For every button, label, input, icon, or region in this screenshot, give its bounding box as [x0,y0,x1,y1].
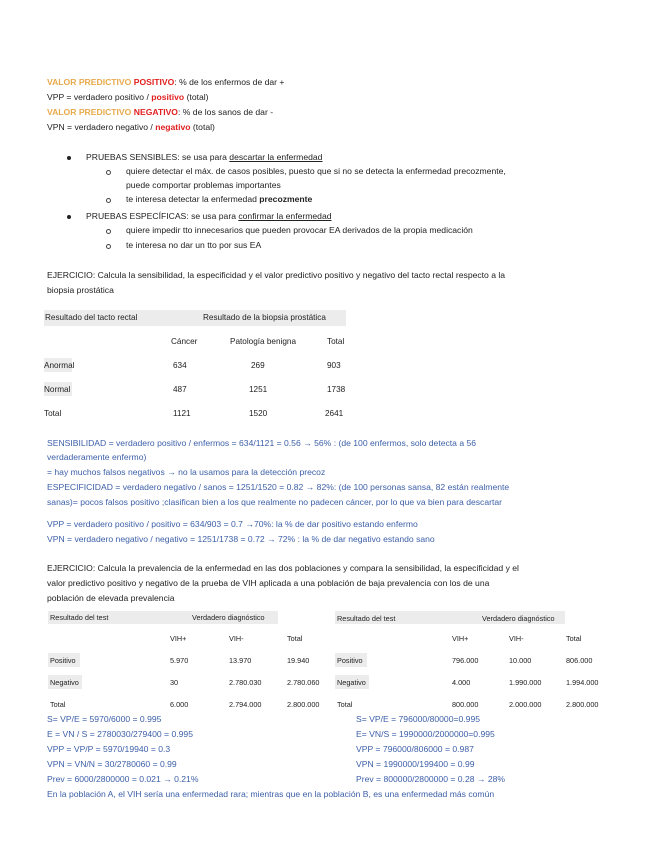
circle-bullet-icon [106,198,111,203]
ej1-especificidad: ESPECIFICIDAD = verdadero negativo / sanos = 1251/1520 = 0.82 → 82%: (de 100 personas sansa, 82 están realmente [47,482,510,492]
table-a-col: Total [287,634,303,643]
table-a-cell: 6.000 [170,700,189,709]
table-a-header-test: Resultado del test [50,613,109,622]
ej1-table-header-biopsia: Resultado de la biopsia prostática [203,313,326,322]
vpp-label: VALOR PREDICTIVO [47,77,134,87]
ej1-statement: EJERCICIO: Calcula la sensibilidad, la especificidad y el valor predictivo positivo y negativo del tacto rectal respecto a la [47,270,506,280]
table-b-cell: 2.800.000 [566,700,599,709]
table-b-cell: 1.990.000 [509,678,542,687]
ej1-vpp: VPP = verdadero positivo / positivo = 634/903 = 0.7 →70%: la % de dar positivo estando enfermo [47,519,418,529]
vpn-formula-total: (total) [190,122,215,132]
ej1-row-normal: Normal [44,385,71,394]
table-a-row-negativo: Negativo [50,678,79,687]
ej2-conclusion: En la población A, el VIH sería una enfermedad rara; mientras que en la población B, es una enfermedad más común [47,789,495,799]
ej1-row-total: Total [44,409,62,418]
ej1-cell: 1520 [249,409,268,418]
ansA-espec: E = VN / S = 2780030/279400 = 0.995 [47,729,193,739]
ej1-cell: 1251 [249,385,268,394]
table-a-cell: 2.794.000 [229,700,262,709]
circle-bullet-icon [106,244,111,249]
bullet-dot-icon [67,215,71,219]
ej2-statement-cont: valor predictivo positivo y negativo de la prueba de VIH aplicada a una población de baja prevalencia con los de una [47,578,490,588]
ej2-statement-cont2: población de elevada prevalencia [47,593,175,603]
table-b-row-positivo: Positivo [337,656,363,665]
ej1-cell: 903 [327,361,341,370]
vpp-label-positivo: POSITIVO [133,77,175,87]
bullet-dot-icon [67,156,71,160]
vpp-desc: : % de los enfermos de dar + [174,77,285,87]
ej2-statement: EJERCICIO: Calcula la prevalencia de la enfermedad en las dos poblaciones y compara la sensibilidad, la especificidad y el [47,563,519,573]
table-b-col: VIH- [509,634,524,643]
vpn-desc: : % de los sanos de dar - [178,107,274,117]
sensibles-text: PRUEBAS SENSIBLES: se usa para [86,152,230,162]
ej1-cell: 2641 [325,409,344,418]
ej1-row-anormal: Anormal [44,361,75,370]
ej1-sensibilidad-note: = hay muchos falsos negativos → no la usamos para la detección precoz [47,467,326,477]
ej1-especificidad-cont: sanas)= pocos falsos positivo ;clasifican bien a los que realmente no padecen cáncer, por lo que va bien para descartar [47,497,503,507]
ej1-table-header-test: Resultado del tacto rectal [45,313,138,322]
sensibles-sub1-cont: puede comportar problemas importantes [126,180,281,190]
ej1-col-total: Total [327,337,345,346]
table-b-cell: 800.000 [452,700,479,709]
table-b-col: VIH+ [452,634,469,643]
ansB-sens: S= VP/E = 796000/80000=0.995 [356,714,481,724]
ansA-vpn: VPN = VN/N = 30/2780060 = 0.99 [47,759,177,769]
table-b-row-total: Total [337,700,353,709]
ansA-prev: Prev = 6000/2800000 = 0.021 → 0.21% [47,774,199,784]
ansB-espec: E= VN/S = 1990000/2000000=0.995 [356,729,495,739]
table-a-row-positivo: Positivo [50,656,76,665]
ej1-sensibilidad: SENSIBILIDAD = verdadero positivo / enfermos = 634/1121 = 0.56 → 56% : (de 100 enfermos, solo detecta a 56 [47,438,477,448]
ej1-cell: 1121 [173,409,191,418]
ej1-sensibilidad-cont: verdaderamente enfermo) [47,452,147,462]
especificas-sub1: quiere impedir tto innecesarios que pueden provocar EA derivados de la propia medicación [126,225,473,235]
vpn-definition [47,107,273,117]
especificas-sub2: te interesa no dar un tto por sus EA [126,240,262,250]
ej1-cell: 1738 [327,385,346,394]
table-a-col: VIH- [229,634,244,643]
ansB-prev: Prev = 800000/2800000 = 0.28 → 28% [356,774,506,784]
ansA-sens: S= VP/E = 5970/6000 = 0.995 [47,714,162,724]
ansA-vpp: VPP = VP/P = 5970/19940 = 0.3 [47,744,171,754]
table-b-cell: 4.000 [452,678,471,687]
table-b-cell: 796.000 [452,656,479,665]
table-b-cell: 1.994.000 [566,678,599,687]
table-b-cell: 2.000.000 [509,700,542,709]
vpn-formula-negativo: negativo [155,122,191,132]
bullet-sensibles [86,152,322,162]
ansB-vpp: VPP = 796000/806000 = 0.987 [356,744,474,754]
table-a-cell: 19.940 [287,656,310,665]
table-b-header-diag: Verdadero diagnóstico [482,614,555,623]
ej1-statement-cont: biopsia prostática [47,285,114,295]
ej1-col-cancer: Cáncer [171,337,198,346]
vpp-formula-text: VPP = verdadero positivo / [47,92,152,102]
ej1-cell: 487 [173,385,187,394]
table-a-cell: 13.970 [229,656,252,665]
ej1-cell: 634 [173,361,187,370]
ej1-vpn: VPN = verdadero negativo / negativo = 1251/1738 = 0.72 → 72% : la % de dar negativo estando sano [47,534,435,544]
table-b-cell: 806.000 [566,656,593,665]
vpn-label-negativo: NEGATIVO [133,107,178,117]
ej1-col-benigna: Patología benigna [230,337,297,346]
especificas-underlined: confirmar la enfermedad [238,211,332,221]
table-a-cell: 2.780.030 [229,678,262,687]
vpp-formula-total: (total) [184,92,209,102]
sensibles-underlined: descartar la enfermedad [229,152,323,162]
sensibles-sub2 [126,194,312,204]
table-a-cell: 30 [170,678,179,687]
table-b-cell: 10.000 [509,656,532,665]
vpn-formula-text: VPN = verdadero negativo / [47,122,156,132]
vpn-formula [47,122,215,132]
table-b-col: Total [566,634,582,643]
table-a-col: VIH+ [170,634,187,643]
circle-bullet-icon [106,229,111,234]
sensibles-sub2-text: te interesa detectar la enfermedad [126,194,260,204]
sensibles-sub2-bold: precozmente [259,194,313,204]
ansB-vpn: VPN = 1990000/199400 = 0.99 [356,759,475,769]
table-a-header-diag: Verdadero diagnóstico [192,613,265,622]
vpp-formula-positivo: positivo [151,92,185,102]
table-a-cell: 2.800.000 [287,700,320,709]
table-a-cell: 2.780.060 [287,678,320,687]
sensibles-sub1: quiere detectar el máx. de casos posibles, puesto que si no se detecta la enfermedad precozmente, [126,166,506,176]
table-b-row-negativo: Negativo [337,678,366,687]
ej1-cell: 269 [251,361,265,370]
circle-bullet-icon [106,170,111,175]
table-a-row-total: Total [50,700,66,709]
vpn-label: VALOR PREDICTIVO [47,107,134,117]
bullet-especificas [86,211,332,221]
table-a-cell: 5.970 [170,656,189,665]
especificas-text: PRUEBAS ESPECÍFICAS: se usa para [86,211,239,221]
table-b-header-test: Resultado del test [337,614,396,623]
vpp-formula [47,92,209,102]
vpp-definition [47,77,284,87]
